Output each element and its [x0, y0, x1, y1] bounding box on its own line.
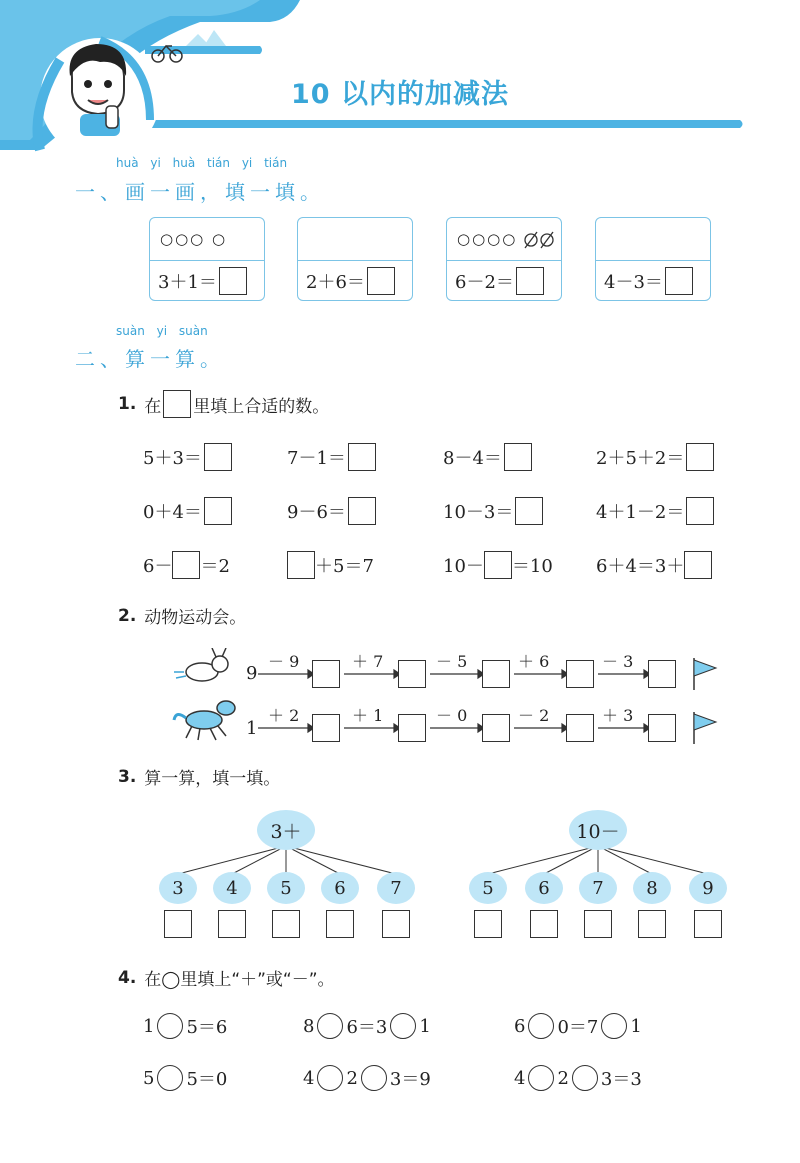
answer-box[interactable]	[287, 551, 315, 579]
sign-circle[interactable]	[157, 1065, 183, 1091]
sign-equation: 5 5＝0	[143, 1065, 227, 1091]
chain-op: － 2	[518, 706, 550, 725]
chain-op: ＋ 7	[352, 652, 384, 671]
chain-op: ＋ 2	[268, 706, 300, 725]
tree-leaf: 3	[159, 872, 197, 904]
answer-box[interactable]	[484, 551, 512, 579]
finish-flag-icon	[690, 656, 720, 692]
chain-op: ＋ 3	[602, 706, 634, 725]
equation: 6－ ＝2	[143, 551, 230, 579]
card-expression: 2＋6＝	[306, 272, 365, 293]
sign-circle[interactable]	[317, 1013, 343, 1039]
answer-box[interactable]	[312, 660, 340, 688]
tree-leaf: 9	[689, 872, 727, 904]
answer-box[interactable]	[172, 551, 200, 579]
sign-equation: 8 6＝3 1	[303, 1013, 431, 1039]
rabbit-icon	[172, 648, 236, 688]
answer-box[interactable]	[648, 660, 676, 688]
section1-pinyin: huà yi huà tián yi tián	[116, 156, 288, 170]
sign-equation: 1 5＝6	[143, 1013, 227, 1039]
tree-root: 3＋	[257, 810, 315, 850]
equation: 9－6＝	[287, 497, 376, 525]
answer-box[interactable]	[530, 910, 558, 938]
equation: 10－ ＝10	[443, 551, 553, 579]
equation: 4＋1－2＝	[596, 497, 714, 525]
answer-box[interactable]	[686, 497, 714, 525]
answer-box[interactable]	[584, 910, 612, 938]
answer-box[interactable]	[398, 660, 426, 688]
question-text: 动物运动会。	[144, 608, 247, 628]
tree-leaf: 8	[633, 872, 671, 904]
answer-box[interactable]	[219, 267, 247, 295]
sign-circle[interactable]	[528, 1013, 554, 1039]
sign-circle[interactable]	[528, 1065, 554, 1091]
equation: 10－3＝	[443, 497, 543, 525]
answer-box[interactable]	[367, 267, 395, 295]
chain-op: － 3	[602, 652, 634, 671]
chain-op: － 5	[436, 652, 468, 671]
card-expression: 3＋1＝	[158, 272, 217, 293]
sample-box-icon	[163, 390, 191, 418]
sign-circle[interactable]	[572, 1065, 598, 1091]
question-number: 1.	[118, 394, 137, 414]
question-number: 2.	[118, 605, 137, 626]
answer-box[interactable]	[312, 714, 340, 742]
answer-box[interactable]	[482, 660, 510, 688]
finish-flag-icon	[690, 710, 720, 746]
sign-equation: 4 2 3＝3	[514, 1065, 642, 1091]
card-expression: 6－2＝	[455, 272, 514, 293]
answer-box[interactable]	[694, 910, 722, 938]
question-text: 在◯里填上“＋”或“－”。	[144, 970, 335, 990]
draw-card-4	[595, 217, 711, 301]
answer-box[interactable]	[515, 497, 543, 525]
answer-box[interactable]	[482, 714, 510, 742]
answer-box[interactable]	[566, 714, 594, 742]
equation: 5＋3＝	[143, 443, 232, 471]
question-text: 算一算，填一填。	[144, 769, 281, 789]
chain-op: － 0	[436, 706, 468, 725]
card-expression: 4－3＝	[604, 272, 663, 293]
answer-box[interactable]	[348, 443, 376, 471]
chain-op: ＋ 1	[352, 706, 384, 725]
answer-box[interactable]	[516, 267, 544, 295]
answer-box[interactable]	[164, 910, 192, 938]
question-text-b: 里填上合适的数。	[193, 396, 330, 417]
answer-box[interactable]	[204, 443, 232, 471]
equation: 2＋5＋2＝	[596, 443, 714, 471]
chain-start: 1	[246, 718, 258, 739]
tree-leaf: 6	[525, 872, 563, 904]
answer-box[interactable]	[686, 443, 714, 471]
section2-heading: 二、算一算。	[75, 347, 225, 371]
answer-box[interactable]	[272, 910, 300, 938]
equation: 0＋4＝	[143, 497, 232, 525]
chain-op: ＋ 6	[518, 652, 550, 671]
draw-card-2	[297, 217, 413, 301]
question-3	[118, 764, 280, 789]
tree-root: 10－	[569, 810, 627, 850]
tree-leaf: 6	[321, 872, 359, 904]
page-title: 10 以内的加减法	[291, 79, 509, 110]
draw-card-1	[149, 217, 265, 301]
answer-box[interactable]	[474, 910, 502, 938]
answer-box[interactable]	[398, 714, 426, 742]
question-2	[118, 603, 246, 628]
section1-heading: 一、画一画，填一填。	[75, 180, 325, 204]
equation: 8－4＝	[443, 443, 532, 471]
answer-box[interactable]	[665, 267, 693, 295]
section2-pinyin: suàn yi suàn	[116, 324, 208, 338]
tree-leaf: 5	[267, 872, 305, 904]
question-number: 4.	[118, 967, 137, 988]
answer-box[interactable]	[504, 443, 532, 471]
equation: ＋5＝7	[287, 551, 374, 579]
sign-circle[interactable]	[317, 1065, 343, 1091]
circle-dots: ○○○ ○	[160, 230, 228, 248]
tree-leaf: 4	[213, 872, 251, 904]
answer-box[interactable]	[638, 910, 666, 938]
equation: 7－1＝	[287, 443, 376, 471]
question-1	[118, 390, 329, 418]
question-text-a: 在	[144, 396, 162, 417]
tree-leaf: 7	[377, 872, 415, 904]
tree-leaf: 7	[579, 872, 617, 904]
tree-leaf: 5	[469, 872, 507, 904]
question-number: 3.	[118, 766, 137, 787]
draw-card-3	[446, 217, 562, 301]
horse-icon	[170, 696, 242, 742]
circle-dots: ○○○○	[457, 230, 518, 248]
crossed-circles-icon	[523, 230, 557, 250]
answer-box[interactable]	[684, 551, 712, 579]
sign-circle[interactable]	[601, 1013, 627, 1039]
answer-box[interactable]	[566, 660, 594, 688]
answer-box[interactable]	[218, 910, 246, 938]
question-4	[118, 965, 335, 990]
answer-box[interactable]	[348, 497, 376, 525]
answer-box[interactable]	[204, 497, 232, 525]
sign-circle[interactable]	[390, 1013, 416, 1039]
sign-equation: 4 2 3＝9	[303, 1065, 431, 1091]
chain-start: 9	[246, 663, 258, 684]
sign-equation: 6 0＝7 1	[514, 1013, 642, 1039]
answer-box[interactable]	[648, 714, 676, 742]
equation: 6＋4＝3＋	[596, 551, 712, 579]
sign-circle[interactable]	[157, 1013, 183, 1039]
sign-circle[interactable]	[361, 1065, 387, 1091]
answer-box[interactable]	[326, 910, 354, 938]
chain-op: － 9	[268, 652, 300, 671]
answer-box[interactable]	[382, 910, 410, 938]
